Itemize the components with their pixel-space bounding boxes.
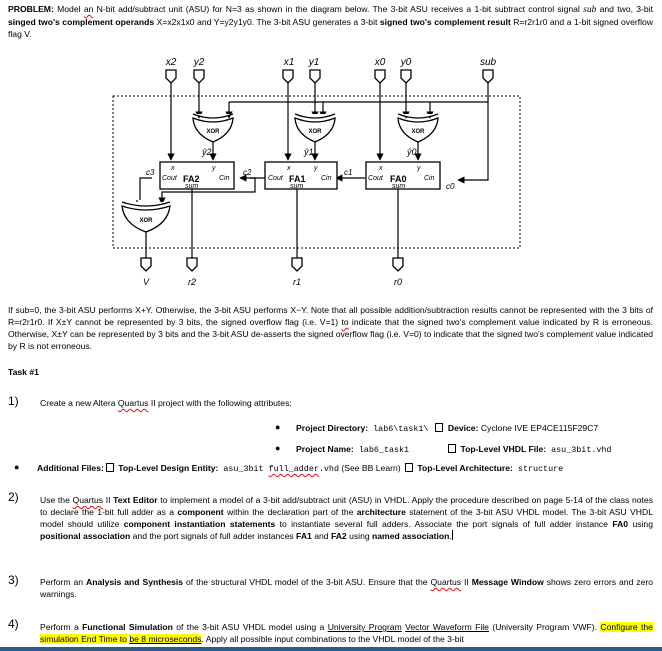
project-name-line: Project Name: lab6_task1 Top-Level VHDL File: asu_3bit.vhd [296,444,612,455]
svg-text:ŷ0: ŷ0 [407,147,417,157]
output-labels [143,277,402,287]
pin-x1 [283,70,293,83]
pin-v [141,258,151,271]
svg-text:c3: c3 [146,168,155,177]
ytilde-labels [201,147,417,157]
svg-text:x: x [379,165,383,172]
highlight-end-time: Configure the simulation End Time to [40,622,653,645]
svg-text:FA0: FA0 [390,174,407,184]
output-pins [141,258,403,271]
svg-text:Cout: Cout [162,175,177,182]
project-directory-line: Project Directory: lab6\task1\ Device: Cyclone IVE EP4CE115F29C7 [296,423,599,434]
svg-text:Cin: Cin [219,175,230,182]
svg-text:c2: c2 [243,168,252,177]
checkbox-icon [405,463,413,472]
svg-text:FA1: FA1 [289,174,306,184]
label-x2: x2 [165,57,177,68]
label-x0: x0 [374,57,386,68]
label-sub: sub [479,57,497,68]
pin-x2 [166,70,176,83]
svg-text:XOR: XOR [308,129,322,135]
svg-text:y: y [212,165,216,172]
problem-lead: PROBLEM: [8,4,54,14]
svg-text:Cin: Cin [424,175,435,182]
svg-text:sum: sum [290,183,304,190]
pin-y1 [310,70,320,83]
svg-text:Cin: Cin [321,175,332,182]
svg-text:V: V [142,277,150,287]
svg-text:XOR: XOR [139,218,153,224]
checkbox-icon [106,463,114,472]
bullet-3: ● [14,462,20,472]
bullet-2: ● [275,443,281,453]
pin-y0 [401,70,411,83]
pin-r0 [393,258,403,271]
pin-sub [483,70,493,83]
svg-text:c1: c1 [344,168,353,177]
bottom-edge [0,647,662,651]
input-pins [166,70,493,83]
svg-text:XOR: XOR [206,129,220,135]
svg-text:ŷ2: ŷ2 [202,147,212,157]
svg-text:sum: sum [185,183,199,190]
item-1-text: Create a new Altera Quartus II project with the following attributes: [40,398,292,408]
item-3-text: Perform an Analysis and Synthesis of the structural VHDL model of the 3-bit ASU. Ensure that the Quartus II Message Window shows zero errors and zero warnings. [40,577,653,600]
item-2-text: Use the Quartus II Text Editor to implement a model of a 3-bit add/subtract unit (ASU) in VHDL. Apply the procedure described on page 5-14 of the class notes to declare the 1-bit full adder as a component within the declaration part of the architecture statement of the 3-bit ASU VHDL model. The 3-bit ASU VHDL model should utilize component instantiation statements to instantiate several full adders. Associate the port signals of full adder instance FA0 using positional association and the port signals of full adder instances FA1 and FA2 using named association. [40,495,654,542]
svg-text:x: x [287,165,291,172]
label-y2: y2 [193,57,205,68]
bullet-1: ● [275,422,281,432]
pin-r2 [187,258,197,271]
item-3-number: 3) [8,573,19,587]
item-1-number: 1) [8,394,19,408]
svg-text:sum: sum [392,183,406,190]
label-y0: y0 [400,57,412,68]
svg-text:r1: r1 [292,277,302,287]
description-paragraph: If sub=0, the 3-bit ASU performs X+Y. Otherwise, the 3-bit ASU performs X−Y. Note that all possible addition/subtraction results cannot be represented with the 3 bits of R=r2r1r0. If X±Y cannot be represented by 3 bits, the signed overflow flag (i.e. V=1) to indicate that the signed two's complement value indicated by R is erroneous. Otherwise, X±Y can be represented by 3 bits and the 3-bit ASU de-asserts the signed overflow flag (i.e. V=0) to indicate that the signed two's complement value indicated by R is not erroneous. [8,305,653,352]
input-labels [165,57,497,68]
task-heading: Task #1 [8,367,39,377]
svg-text:Cout: Cout [368,175,383,182]
text-cursor [452,530,453,540]
label-x1: x1 [283,57,295,68]
svg-text:c0: c0 [446,182,455,191]
label-y1: y1 [308,57,320,68]
svg-text:r0: r0 [393,277,403,287]
checkbox-icon [448,444,456,453]
highlight-8-microseconds: be 8 microseconds [129,634,202,645]
item-2-number: 2) [8,490,19,504]
item-4-text: Perform a Functional Simulation of the 3-bit ASU VHDL model using a University Program Vector Waveform File (University Program VWF). Configure the simulation End Time to be 8 microseconds. Apply all possible input combinations to the VHDL model of the 3-bit [40,622,653,645]
pin-r1 [292,258,302,271]
svg-text:Cout: Cout [268,175,283,182]
pin-x0 [375,70,385,83]
pin-y2 [194,70,204,83]
svg-text:XOR: XOR [411,129,425,135]
asu-diagram [0,0,662,300]
svg-text:FA2: FA2 [183,174,200,184]
svg-text:r2: r2 [187,277,197,287]
item-4-number: 4) [8,617,19,631]
svg-text:x: x [171,165,175,172]
svg-text:ŷ1: ŷ1 [304,147,314,157]
problem-statement: PROBLEM: Model an N-bit add/subtract unit (ASU) for N=3 as shown in the diagram below. The 3-bit ASU receives a 1-bit subtract control signal sub and two, 3-bit singed two's complement operands X=x2x1x0 and Y=y2y1y0. The 3-bit ASU generates a 3-bit signed two's complement result R=r2r1r0 and a 1-bit signed overflow flag V. [8,4,653,40]
svg-text:y: y [417,165,421,172]
checkbox-icon [435,423,443,432]
additional-files-line: Additional Files: Top-Level Design Entity: asu_3bit full_adder.vhd (See BB Learn) Top-Level Architecture: structure [37,463,564,474]
svg-text:y: y [314,165,318,172]
